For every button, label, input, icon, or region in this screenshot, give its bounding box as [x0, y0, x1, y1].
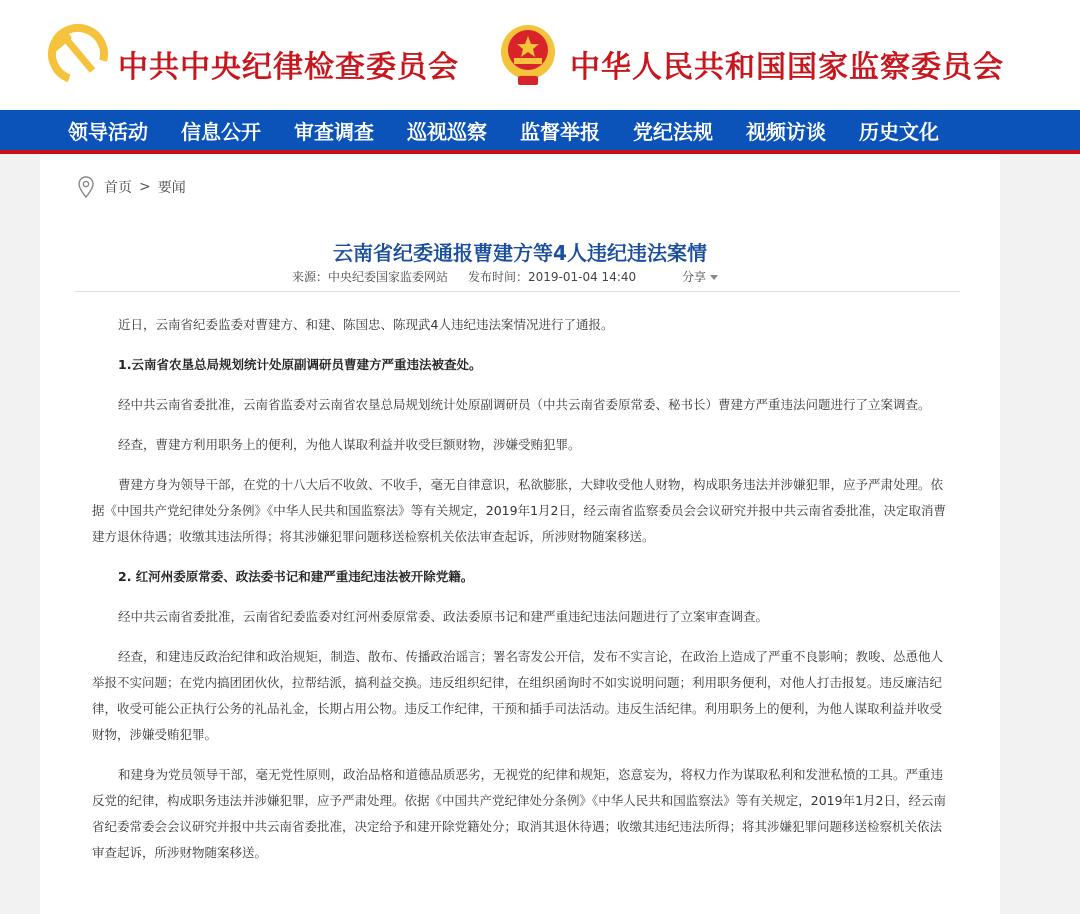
breadcrumb-separator: > [139, 179, 151, 195]
article-source: 来源：中央纪委国家监委网站 [292, 270, 449, 284]
nav-item-video-interviews[interactable]: 视频访谈 [746, 119, 826, 144]
ccdi-title[interactable]: 中共中央纪律检查委员会 [118, 50, 459, 85]
article-subheading: 2. 红河州委原常委、政法委书记和建严重违纪违法被开除党籍。 [118, 569, 474, 584]
main-nav [0, 110, 1080, 154]
article-paragraph: 经查，曹建方利用职务上的便利，为他人谋取利益并收受巨额财物，涉嫌受贿犯罪。 [118, 437, 581, 452]
national-emblem-icon[interactable] [498, 22, 558, 88]
nav-item-investigation[interactable]: 审查调查 [294, 119, 374, 144]
article-body [92, 312, 954, 880]
nsc-title[interactable]: 中华人民共和国国家监察委员会 [570, 50, 1004, 85]
breadcrumb-current[interactable]: 要闻 [157, 180, 186, 196]
nav-item-history-culture[interactable]: 历史文化 [859, 119, 939, 144]
article-paragraph: 经中共云南省委批准，云南省监委对云南省农垦总局规划统计处原副调研员（中共云南省委原常委、秘书长）曹建方严重违法问题进行了立案调查。 [118, 397, 931, 412]
breadcrumb [78, 176, 186, 198]
article-title: 云南省纪委通报曹建方等4人违纪违法案情 [333, 241, 707, 266]
nav-item-inspection[interactable]: 巡视巡察 [407, 119, 487, 144]
site-header [0, 0, 1080, 110]
nav-item-leadership[interactable]: 领导活动 [68, 119, 148, 144]
share-button[interactable] [682, 268, 718, 285]
location-pin-icon [78, 176, 94, 198]
nav-item-info-disclosure[interactable]: 信息公开 [181, 119, 261, 144]
article-paragraph: 经中共云南省委批准，云南省纪委监委对红河州委原常委、政法委原书记和建严重违纪违法问题进行了立案审查调查。 [118, 609, 769, 624]
share-label: 分享 [682, 270, 707, 284]
article-container [40, 154, 1000, 914]
nav-item-supervision-report[interactable]: 监督举报 [520, 119, 600, 144]
breadcrumb-home[interactable]: 首页 [104, 180, 132, 196]
article-subheading: 1.云南省农垦总局规划统计处原副调研员曹建方严重违法被查处。 [118, 357, 482, 372]
divider [75, 291, 960, 292]
article-paragraph: 近日，云南省纪委监委对曹建方、和建、陈国忠、陈现武4人违纪违法案情况进行了通报。 [118, 317, 614, 332]
article-publish-time: 发布时间：2019-01-04 14:40 [468, 270, 637, 284]
article-paragraph: 曹建方身为领导干部，在党的十八大后不收敛、不收手，毫无自律意识，私欲膨胀，大肆收受他人财物，构成职务违法并涉嫌犯罪，应予严肃处理。依据《中国共产党纪律处分条例》《中华人民共和国监察法》等有关规定，2019年1月2日，经云南省监察委员会会议研究并报中共云南省委批准，决定取消曹建方退休待遇；收缴其违法所得；将其涉嫌犯罪问题移送检察机关依法审查起诉，所涉财物随案移送。 [92, 477, 946, 544]
nav-item-party-regulations[interactable]: 党纪法规 [633, 119, 713, 144]
chevron-down-icon [710, 275, 718, 280]
party-emblem-icon[interactable] [48, 22, 108, 86]
article-paragraph: 和建身为党员领导干部，毫无党性原则，政治品格和道德品质恶劣，无视党的纪律和规矩，恣意妄为，将权力作为谋取私利和发泄私愤的工具。严重违反党的纪律，构成职务违法并涉嫌犯罪，应予严肃处理。依据《中国共产党纪律处分条例》《中华人民共和国监察法》等有关规定，2019年1月2日，经云南省纪委常委会会议研究并报中共云南省委批准，决定给予和建开除党籍处分；取消其退休待遇；收缴其违纪违法所得；将其涉嫌犯罪问题移送检察机关依法审查起诉，所涉财物随案移送。 [92, 767, 946, 860]
article-paragraph: 经查，和建违反政治纪律和政治规矩，制造、散布、传播政治谣言；署名寄发公开信，发布不实言论，在政治上造成了严重不良影响；教唆、怂恿他人举报不实问题；在党内搞团团伙伙，拉帮结派，搞利益交换。违反组织纪律，在组织函询时不如实说明问题；利用职务便利，对他人打击报复。违反廉洁纪律，收受可能公正执行公务的礼品礼金，长期占用公物。违反工作纪律，干预和插手司法活动。违反生活纪律。利用职务上的便利，为他人谋取利益并收受财物，涉嫌受贿犯罪。 [92, 649, 944, 742]
